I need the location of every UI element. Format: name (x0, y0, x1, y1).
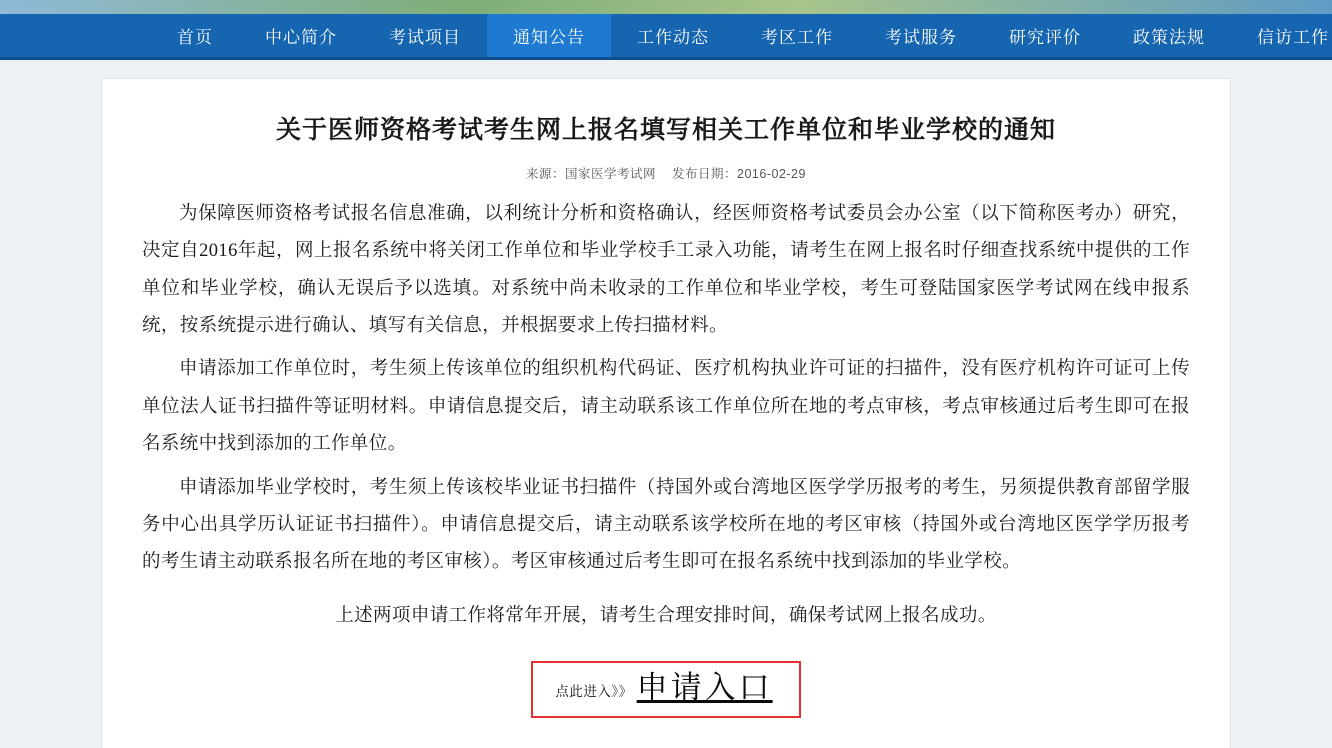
nav-item-research-evaluation[interactable]: 研究评价 (1009, 28, 1081, 47)
article-source: 来源：国家医学考试网 (526, 167, 657, 181)
nav-item-announcements[interactable]: 通知公告 (487, 14, 611, 57)
entry-link-wrapper (142, 661, 1190, 718)
page-title: 关于医师资格考试考生网上报名填写相关工作单位和毕业学校的通知 (275, 117, 1056, 144)
article-date: 发布日期：2016-02-29 (672, 167, 806, 181)
nav-item-district-work[interactable]: 考区工作 (761, 28, 833, 47)
application-entry-box[interactable] (531, 661, 800, 718)
nav-item-exam-services[interactable]: 考试服务 (885, 28, 957, 47)
article-closing-paragraph: 上述两项申请工作将常年开展，请考生合理安排时间，确保考试网上报名成功。 (335, 605, 997, 626)
nav-item-center-intro[interactable]: 中心简介 (265, 28, 337, 47)
article-meta (142, 164, 1190, 182)
article-card (101, 78, 1231, 748)
nav-item-work-updates[interactable]: 工作动态 (637, 28, 709, 47)
article-body (142, 196, 1190, 635)
nav-item-policies-regulations[interactable]: 政策法规 (1133, 28, 1205, 47)
article-paragraph-2: 申请添加工作单位时，考生须上传该单位的组织机构代码证、医疗机构执业许可证的扫描件，没有医疗机构许可证可上传单位法人证书扫描件等证明材料。申请信息提交后，请主动联系该工作单位所在地的考点审核，考点审核通过后考生即可在报名系统中找到添加的工作单位。 (142, 359, 1190, 455)
application-entry-link[interactable]: 申请入口 (636, 669, 773, 705)
nav-item-exam-projects[interactable]: 考试项目 (389, 28, 461, 47)
site-banner-image (0, 0, 1332, 14)
entry-prefix-text: 点此进入》》 (555, 684, 633, 700)
nav-items-container (61, 14, 1329, 57)
nav-item-home[interactable]: 首页 (177, 28, 213, 47)
article-paragraph-1: 为保障医师资格考试报名信息准确，以利统计分析和资格确认，经医师资格考试委员会办公室（以下简称医考办）研究，决定自2016年起，网上报名系统中将关闭工作单位和毕业学校手工录入功能，请考生在网上报名时仔细查找系统中提供的工作单位和毕业学校，确认无误后予以选填。对系统中尚未收录的工作单位和毕业学校，考生可登陆国家医学考试网在线申报系统，按系统提示进行确认、填写有关信息，并根据要求上传扫描材料。 (142, 204, 1190, 337)
main-navigation (0, 14, 1332, 60)
nav-item-petition-work[interactable]: 信访工作 (1257, 28, 1329, 47)
article-paragraph-3: 申请添加毕业学校时，考生须上传该校毕业证书扫描件（持国外或台湾地区医学学历报考的考生，另须提供教育部留学服务中心出具学历认证证书扫描件）。申请信息提交后，请主动联系该学校所在地的考区审核（持国外或台湾地区医学学历报考的考生请主动联系报名所在地的考区审核）。考区审核通过后考生即可在报名系统中找到添加的毕业学校。 (142, 477, 1190, 573)
page-background (0, 60, 1332, 748)
